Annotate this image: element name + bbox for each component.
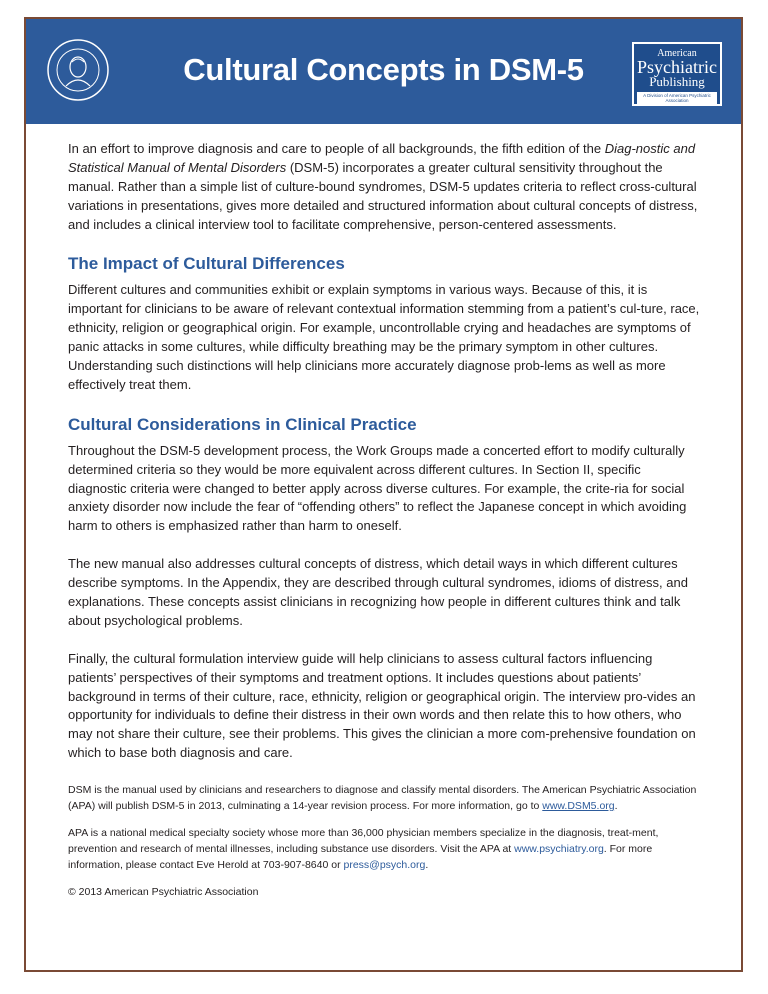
- dsm-title-italic: Diag-nostic and Statistical Manual of Mental Disorders: [68, 141, 696, 175]
- logo-line-4: A Division of American Psychiatric Association: [637, 92, 717, 104]
- logo-line-1: American: [657, 48, 697, 59]
- section-heading-considerations: Cultural Considerations in Clinical Practice: [68, 414, 417, 434]
- impact-paragraph: Different cultures and communities exhibit or explain symptoms in various ways. Because of this, it is important for clinicians to be aware of relevant contextual information stemming from a patient’s cul-ture, race, ethnicity, religion or geographical origin. For example, uncontrollable crying and headaches are symptoms of panic attacks in some cultures, while difficulty breathing may be the primary symptom in other cultures. Understanding such distinctions will help clinicians more accurately diagnose prob-lems as well as more effectively treat them.: [68, 282, 700, 392]
- apa-footnote: APA is a national medical specialty society whose more than 36,000 physician members specialize in the diagnosis, treat-ment, prevention and research of mental illnesses, including substance use disorders. Visit the APA at www.psychiatry.org. For more information, please contact Eve Herold at 703-907-8640 or press@psych.org.: [68, 827, 659, 872]
- app-logo: [632, 42, 722, 106]
- press-email-link[interactable]: press@psych.org: [343, 859, 426, 872]
- dsm-footnote: DSM is the manual used by clinicians and researchers to diagnose and classify mental disorders. The American Psychiatric Association (APA) will publish DSM-5 in 2013, culminating a 14-year revision process. For more information, go to www.DSM5.org.: [68, 784, 697, 813]
- intro-paragraph: In an effort to improve diagnosis and care to people of all backgrounds, the fifth edition of the Diag-nostic and Statistical Manual of Mental Disorders (DSM-5) incorporates a greater cultural sensitivity throughout the manual. Rather than a simple list of culture-bound syndromes, DSM-5 updates criteria to reflect cross-cultural variations in presentations, gives more detailed and structured information about cultural concepts of distress, and includes a clinical interview tool to facilitate comprehensive, person-centered assessments.: [68, 141, 698, 232]
- document-body: [68, 140, 700, 911]
- logo-line-2: Psychiatric: [637, 57, 717, 77]
- page-title: Cultural Concepts in DSM-5: [183, 52, 584, 87]
- logo-line-3: Publishing: [649, 74, 705, 89]
- dsm5-link[interactable]: www.DSM5.org: [542, 800, 615, 813]
- header-banner: [26, 19, 741, 124]
- considerations-paragraph-1: Throughout the DSM-5 development process, the Work Groups made a concerted effort to modify culturally determined criteria so they would be more equivalent across different cultures. In Section II, specific diagnostic criteria were changed to better apply across diverse cultures. For example, the crite-ria for social anxiety disorder now include the fear of “offending others” to reflect the Japanese concept in which avoiding harm to others is emphasized rather than harm to oneself.: [68, 442, 687, 534]
- considerations-paragraph-3: Finally, the cultural formulation interview guide will help clinicians to assess cultural factors influencing patients’ perspectives of their symptoms and treatment options. It includes questions about patients’ background in terms of their culture, race, ethnicity, religion or geographical origin. The interview pro-vides an opportunity for individuals to define their distress in their own words and then relate this to how others, who may not share their culture, see their problems. This gives the clinician a more com-prehensive foundation on which to base both diagnosis and care.: [68, 650, 696, 761]
- section-heading-impact: The Impact of Cultural Differences: [68, 254, 345, 274]
- considerations-paragraph-2: The new manual also addresses cultural concepts of distress, which detail ways in which different cultures describe symptoms. In the Appendix, they are described through cultural syndromes, idioms of distress, and explanations. These concepts assist clinicians in recognizing how people in different cultures think and talk about psychological problems.: [68, 556, 688, 628]
- psychiatry-link[interactable]: www.psychiatry.org: [514, 843, 604, 856]
- copyright: © 2013 American Psychiatric Association: [68, 886, 259, 899]
